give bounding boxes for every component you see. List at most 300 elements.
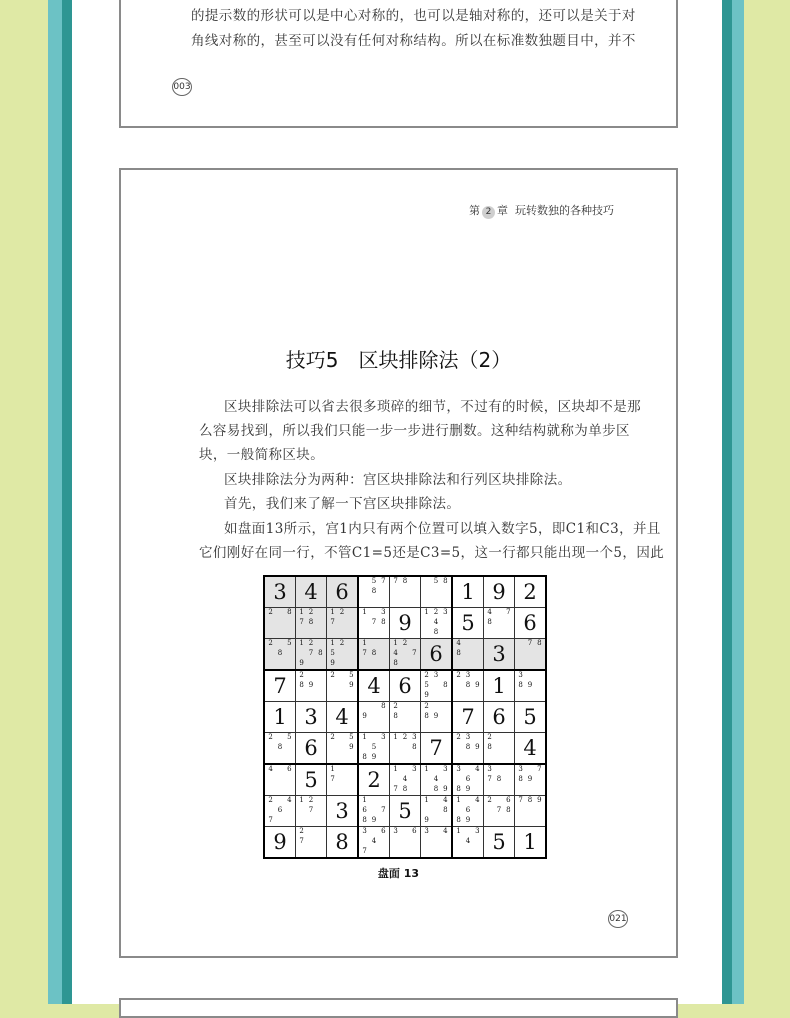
sudoku-given: 9: [398, 611, 412, 635]
candidate-digit: [379, 796, 388, 806]
sudoku-cell: [484, 576, 515, 608]
paragraph-line: 区块排除法分为两种：宫区块排除法和行列区块排除法。: [224, 472, 572, 488]
sudoku-cell: [452, 639, 484, 671]
sudoku-cell: [296, 796, 327, 827]
sudoku-given: 7: [429, 736, 443, 760]
candidate-digit: [410, 587, 419, 597]
sudoku-cell: [327, 670, 359, 702]
candidate-digit: [297, 628, 306, 638]
candidate-digit: [473, 847, 482, 857]
sudoku-candidates: [454, 733, 482, 763]
paragraph-line: 如盘面13所示，宫1内只有两个位置可以填入数字5，即C1和C3，并且: [224, 521, 661, 537]
candidate-digit: [328, 628, 337, 638]
sudoku-cell: [515, 827, 547, 859]
candidate-digit: [410, 753, 419, 763]
candidate-digit: 3: [433, 671, 439, 679]
candidate-digit: [504, 775, 513, 785]
candidate-digit: [525, 785, 534, 795]
candidate-digit: [441, 837, 450, 847]
sudoku-candidates: [516, 765, 544, 795]
sudoku-cell: [358, 796, 390, 827]
candidate-digit: 1: [330, 608, 335, 616]
candidate-digit: 2: [393, 702, 398, 710]
candidate-digit: [337, 753, 346, 763]
candidate-digit: 8: [487, 618, 492, 626]
sudoku-candidates: [485, 733, 513, 763]
candidate-digit: [454, 743, 463, 753]
candidate-digit: 7: [537, 765, 542, 773]
candidate-digit: 1: [393, 765, 398, 773]
sudoku-given: 3: [492, 642, 506, 666]
candidate-digit: 2: [402, 639, 408, 647]
candidate-digit: [463, 827, 472, 837]
candidate-digit: [535, 775, 544, 785]
candidate-digit: [285, 618, 294, 628]
candidate-digit: [494, 628, 503, 638]
candidate-digit: 8: [456, 785, 461, 793]
candidate-digit: [347, 608, 356, 618]
candidate-digit: 4: [443, 827, 448, 835]
candidate-digit: 4: [268, 765, 273, 773]
candidate-digit: [306, 691, 315, 701]
sudoku-given: 5: [461, 611, 475, 635]
candidate-digit: [275, 659, 284, 669]
candidate-digit: [369, 597, 378, 607]
sudoku-cell: [327, 702, 359, 733]
sudoku-given: 4: [523, 736, 537, 760]
candidate-digit: [535, 659, 544, 669]
candidate-digit: [347, 659, 356, 669]
candidate-digit: [379, 753, 388, 763]
candidate-digit: [410, 712, 419, 722]
prev-page-line: 角线对称的，甚至可以没有任何对称结构。所以在标准数独题目中，并不: [191, 33, 636, 49]
candidate-digit: 2: [487, 733, 492, 741]
sudoku-cell: [296, 608, 327, 639]
candidate-digit: [306, 671, 315, 681]
candidate-digit: [266, 659, 275, 669]
current-page: [119, 168, 678, 958]
sudoku-given: 4: [335, 705, 349, 729]
candidate-digit: 2: [487, 796, 492, 804]
candidate-digit: 9: [465, 816, 471, 824]
candidate-digit: [400, 837, 409, 847]
sudoku-cell: [358, 764, 390, 796]
candidate-digit: 4: [443, 796, 448, 804]
candidate-digit: 7: [330, 618, 335, 626]
candidate-digit: [360, 597, 369, 607]
candidate-digit: 1: [456, 827, 461, 835]
candidate-digit: [410, 659, 419, 669]
sudoku-cell: [515, 639, 547, 671]
candidate-digit: 9: [330, 659, 335, 667]
candidate-digit: [485, 785, 494, 795]
candidate-digit: [285, 816, 294, 826]
sudoku-candidates: [422, 827, 450, 857]
candidate-digit: [328, 743, 337, 753]
sudoku-cell: [515, 670, 547, 702]
sudoku-candidates: [297, 796, 325, 826]
candidate-digit: [504, 618, 513, 628]
candidate-digit: [337, 671, 346, 681]
sudoku-given: 6: [398, 674, 412, 698]
sudoku-candidates: [422, 796, 450, 826]
candidate-digit: 2: [330, 671, 335, 679]
candidate-digit: [347, 618, 356, 628]
candidate-digit: [454, 659, 463, 669]
candidate-digit: 8: [299, 681, 304, 689]
candidate-digit: [266, 806, 275, 816]
sudoku-cell: [421, 827, 453, 859]
candidate-digit: 2: [268, 796, 273, 804]
sudoku-row: [264, 827, 546, 859]
candidate-digit: [463, 691, 472, 701]
candidate-digit: [391, 837, 400, 847]
candidate-digit: [360, 618, 369, 628]
candidate-digit: [400, 597, 409, 607]
candidate-digit: 3: [487, 765, 492, 773]
candidate-digit: 7: [412, 649, 417, 657]
candidate-digit: 8: [527, 796, 533, 804]
next-page: [119, 998, 678, 1018]
candidate-digit: 1: [299, 796, 304, 804]
candidate-digit: [441, 702, 450, 712]
candidate-digit: 3: [381, 608, 386, 616]
candidate-digit: 9: [527, 681, 533, 689]
candidate-digit: [275, 775, 284, 785]
candidate-digit: 2: [308, 796, 314, 804]
candidate-digit: [454, 847, 463, 857]
sudoku-cell: [327, 827, 359, 859]
sudoku-cell: [327, 764, 359, 796]
sudoku-cell: [358, 827, 390, 859]
candidate-digit: [391, 847, 400, 857]
sudoku-cell: [421, 796, 453, 827]
candidate-digit: 8: [381, 702, 386, 710]
candidate-digit: [410, 837, 419, 847]
header-chapter-suffix: 章: [497, 204, 508, 217]
candidate-digit: 1: [393, 639, 398, 647]
candidate-digit: [454, 775, 463, 785]
candidate-digit: 2: [402, 733, 408, 741]
candidate-digit: [275, 753, 284, 763]
left-inner-band: [62, 0, 72, 1004]
candidate-digit: [337, 628, 346, 638]
candidate-digit: [316, 796, 325, 806]
page-number: 021: [608, 910, 628, 928]
candidate-digit: 3: [443, 765, 448, 773]
sudoku-cell: [484, 733, 515, 765]
candidate-digit: 5: [424, 681, 429, 689]
sudoku-candidates: [485, 765, 513, 795]
candidate-digit: [422, 577, 431, 587]
candidate-digit: [316, 671, 325, 681]
sudoku-candidates: [454, 639, 482, 669]
candidate-digit: 2: [299, 671, 304, 679]
candidate-digit: [369, 733, 378, 743]
candidate-digit: [285, 649, 294, 659]
sudoku-cell: [421, 733, 453, 765]
sudoku-candidates: [485, 796, 513, 826]
candidate-digit: 1: [424, 796, 429, 804]
candidate-digit: [441, 847, 450, 857]
candidate-digit: [400, 587, 409, 597]
candidate-digit: [441, 597, 450, 607]
candidate-digit: [422, 785, 431, 795]
candidate-digit: 2: [268, 733, 273, 741]
section-title: 技巧5 区块排除法（2）: [285, 348, 512, 372]
sudoku-row: [264, 764, 546, 796]
candidate-digit: [494, 618, 503, 628]
previous-page: [119, 0, 678, 128]
sudoku-given: 6: [429, 642, 443, 666]
candidate-digit: [485, 753, 494, 763]
candidate-digit: [431, 597, 440, 607]
candidate-digit: [431, 681, 440, 691]
candidate-digit: 8: [518, 775, 523, 783]
candidate-digit: [297, 649, 306, 659]
candidate-digit: [297, 806, 306, 816]
candidate-digit: [422, 847, 431, 857]
candidate-digit: [504, 628, 513, 638]
candidate-digit: 4: [456, 639, 461, 647]
paragraph-line: 区块排除法可以省去很多琐碎的细节，不过有的时候，区块却不是那: [224, 399, 641, 415]
candidate-digit: [316, 827, 325, 837]
candidate-digit: 7: [527, 639, 533, 647]
sudoku-cell: [421, 764, 453, 796]
sudoku-candidates: [422, 765, 450, 795]
candidate-digit: [285, 785, 294, 795]
candidate-digit: [328, 753, 337, 763]
candidate-digit: [463, 753, 472, 763]
candidate-digit: [328, 681, 337, 691]
candidate-digit: 6: [277, 806, 283, 814]
candidate-digit: [285, 628, 294, 638]
candidate-digit: 6: [412, 827, 417, 835]
sudoku-cell: [484, 639, 515, 671]
candidate-digit: [516, 785, 525, 795]
candidate-digit: [347, 765, 356, 775]
candidate-digit: [379, 847, 388, 857]
candidate-digit: 9: [527, 775, 533, 783]
candidate-digit: 8: [362, 753, 367, 761]
sudoku-candidates: [485, 608, 513, 638]
candidate-digit: 1: [393, 733, 398, 741]
candidate-digit: 8: [318, 649, 323, 657]
sudoku-cell: [358, 733, 390, 765]
candidate-digit: [494, 796, 503, 806]
candidate-digit: [454, 681, 463, 691]
candidate-digit: [275, 628, 284, 638]
candidate-digit: [369, 639, 378, 649]
candidate-digit: [400, 765, 409, 775]
candidate-digit: [337, 785, 346, 795]
candidate-digit: 5: [287, 639, 292, 647]
candidate-digit: [275, 618, 284, 628]
candidate-digit: [494, 608, 503, 618]
candidate-digit: [369, 702, 378, 712]
prev-page-number: 003: [172, 78, 192, 96]
candidate-digit: 3: [412, 733, 417, 741]
candidate-digit: [473, 671, 482, 681]
sudoku-cell: [484, 608, 515, 639]
candidate-digit: [473, 806, 482, 816]
sudoku-cell: [421, 576, 453, 608]
candidate-digit: [504, 816, 513, 826]
sudoku-cell: [358, 608, 390, 639]
left-outer-band: [48, 0, 62, 1004]
sudoku-given: 9: [492, 580, 506, 604]
candidate-digit: [504, 743, 513, 753]
candidate-digit: [410, 577, 419, 587]
candidate-digit: [360, 722, 369, 732]
candidate-digit: 8: [506, 806, 511, 814]
candidate-digit: [316, 691, 325, 701]
sudoku-cell: [327, 576, 359, 608]
candidate-digit: [431, 847, 440, 857]
sudoku-given: 5: [304, 768, 318, 792]
candidate-digit: [410, 722, 419, 732]
candidate-digit: [463, 659, 472, 669]
sudoku-cell: [327, 796, 359, 827]
candidate-digit: [379, 649, 388, 659]
candidate-digit: 4: [487, 608, 492, 616]
candidate-digit: 2: [308, 639, 314, 647]
paragraph-line: 它们刚好在同一行，不管C1=5还是C3=5，这一行都只能出现一个5，因此: [199, 545, 665, 561]
sudoku-cell: [327, 608, 359, 639]
sudoku-candidates: [391, 639, 419, 669]
sudoku-cell: [515, 608, 547, 639]
candidate-digit: [316, 659, 325, 669]
candidate-digit: [473, 659, 482, 669]
right-inner-band: [722, 0, 732, 1004]
candidate-digit: [369, 722, 378, 732]
candidate-digit: [504, 785, 513, 795]
candidate-digit: [400, 659, 409, 669]
candidate-digit: 3: [465, 671, 471, 679]
candidate-digit: [422, 775, 431, 785]
candidate-digit: 8: [465, 681, 471, 689]
candidate-digit: [266, 618, 275, 628]
candidate-digit: [463, 639, 472, 649]
candidate-digit: 7: [371, 618, 377, 626]
candidate-digit: [410, 785, 419, 795]
candidate-digit: [473, 639, 482, 649]
candidate-digit: [473, 733, 482, 743]
candidate-digit: 2: [268, 639, 273, 647]
candidate-digit: [347, 775, 356, 785]
candidate-digit: [410, 597, 419, 607]
sudoku-row: [264, 796, 546, 827]
sudoku-row: [264, 733, 546, 765]
candidate-digit: 1: [330, 639, 335, 647]
candidate-digit: [485, 806, 494, 816]
sudoku-cell: [264, 764, 296, 796]
sudoku-candidates: [516, 796, 544, 826]
sudoku-given: 7: [273, 674, 287, 698]
candidate-digit: 4: [393, 649, 398, 657]
candidate-digit: 1: [424, 765, 429, 773]
candidate-digit: [347, 639, 356, 649]
candidate-digit: [306, 816, 315, 826]
candidate-digit: [306, 837, 315, 847]
candidate-digit: 8: [433, 785, 439, 793]
candidate-digit: [266, 753, 275, 763]
candidate-digit: [316, 837, 325, 847]
candidate-digit: [266, 775, 275, 785]
sudoku-cell: [452, 733, 484, 765]
candidate-digit: [431, 837, 440, 847]
candidate-digit: [347, 753, 356, 763]
candidate-digit: [535, 681, 544, 691]
sudoku-cell: [264, 576, 296, 608]
candidate-digit: 8: [537, 639, 542, 647]
candidate-digit: [275, 733, 284, 743]
sudoku-candidates: [516, 671, 544, 701]
candidate-digit: [463, 649, 472, 659]
candidate-digit: [379, 816, 388, 826]
sudoku-candidates: [422, 577, 450, 607]
sudoku-cell: [452, 827, 484, 859]
candidate-digit: 5: [433, 577, 439, 585]
candidate-digit: [473, 649, 482, 659]
candidate-digit: [400, 712, 409, 722]
candidate-digit: [463, 847, 472, 857]
candidate-digit: [391, 587, 400, 597]
candidate-digit: [454, 691, 463, 701]
candidate-digit: 7: [268, 816, 273, 824]
sudoku-candidates: [360, 639, 388, 669]
candidate-digit: [316, 806, 325, 816]
sudoku-given: 1: [273, 705, 287, 729]
candidate-digit: 5: [371, 743, 377, 751]
candidate-digit: 3: [381, 733, 386, 741]
sudoku-cell: [264, 733, 296, 765]
sudoku-cell: [296, 733, 327, 765]
candidate-digit: [306, 847, 315, 857]
sudoku-candidates: [422, 671, 450, 701]
sudoku-cell: [390, 702, 421, 733]
sudoku-cell: [327, 639, 359, 671]
candidate-digit: [441, 712, 450, 722]
candidate-digit: [316, 639, 325, 649]
candidate-digit: 1: [299, 608, 304, 616]
sudoku-cell: [390, 796, 421, 827]
candidate-digit: 3: [465, 733, 471, 741]
sudoku-cell: [358, 670, 390, 702]
candidate-digit: [337, 775, 346, 785]
sudoku-candidates: [297, 639, 325, 669]
sudoku-candidates: [454, 671, 482, 701]
sudoku-cell: [296, 702, 327, 733]
candidate-digit: 8: [412, 743, 417, 751]
candidate-digit: 9: [349, 743, 354, 751]
candidate-digit: [400, 649, 409, 659]
candidate-digit: [535, 806, 544, 816]
candidate-digit: 8: [381, 618, 386, 626]
candidate-digit: [454, 837, 463, 847]
sudoku-row: [264, 670, 546, 702]
header-chapter-title: 玩转数独的各种技巧: [515, 204, 614, 217]
sudoku-cell: [358, 576, 390, 608]
candidate-digit: [275, 796, 284, 806]
sudoku-cell: [296, 670, 327, 702]
candidate-digit: [463, 765, 472, 775]
candidate-digit: [516, 691, 525, 701]
candidate-digit: [410, 639, 419, 649]
candidate-digit: 2: [339, 608, 345, 616]
candidate-digit: [504, 733, 513, 743]
sudoku-grid: [263, 575, 547, 859]
